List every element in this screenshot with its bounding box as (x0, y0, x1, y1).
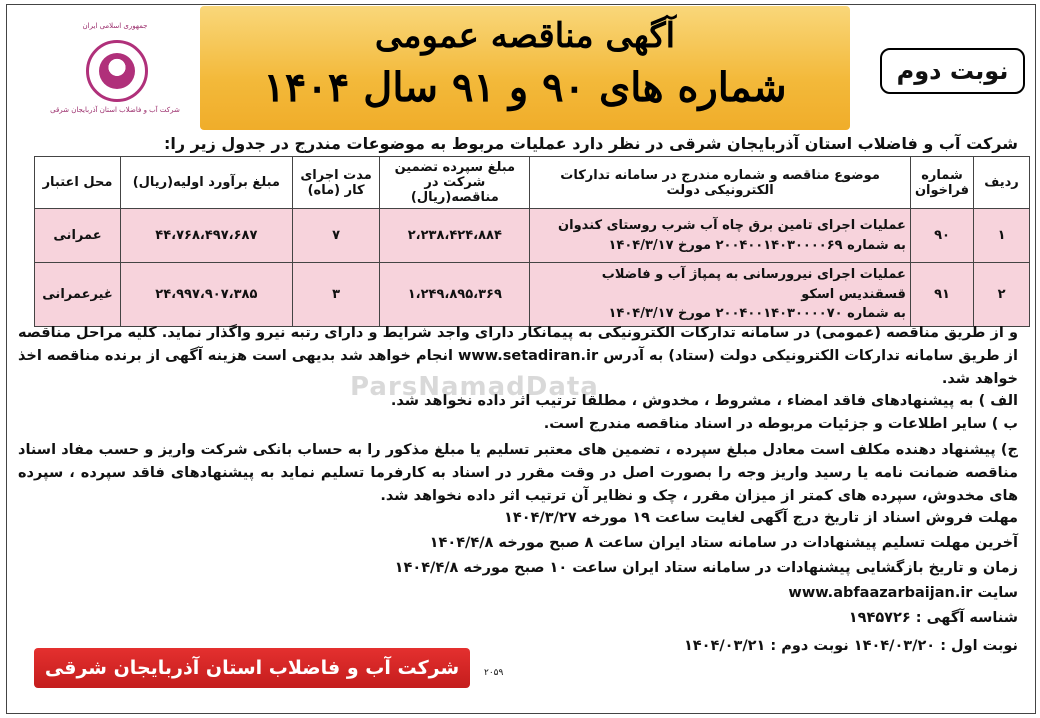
logo-top-text: جمهوری اسلامی ایران (82, 22, 148, 30)
header-row-no: ردیف (974, 157, 1030, 209)
cell-credit: غیرعمرانی (35, 263, 121, 327)
header-duration: مدت اجرای کار (ماه) (292, 157, 380, 209)
intro-text: شرکت آب و فاضلاب استان آذربایجان شرقی در نظر دارد عملیات مربوط به موضوعات مندرج در جدول زیر را: (163, 134, 1018, 153)
table-row (35, 209, 1030, 263)
clause-a: الف ) به پیشنهادهای فاقد امضاء ، مشروط ، مخدوش ، مطلقا ترتیب اثر داده نخواهد شد. (390, 393, 1018, 409)
title-line2: شماره های ۹۰ و ۹۱ سال ۱۴۰۴ (263, 64, 787, 111)
cell-row-no: ۱ (974, 209, 1030, 263)
cell-subject (530, 209, 911, 263)
header-banner (200, 6, 850, 130)
cell-duration: ۷ (292, 209, 380, 263)
deadline-sale: مهلت فروش اسناد از تاریخ درج آگهی لغایت ساعت ۱۹ مورخه ۱۴۰۴/۳/۲۷ (504, 510, 1018, 526)
logo-caption: شرکت آب و فاضلاب استان آذربایجان شرقی (50, 106, 180, 114)
company-logo (50, 22, 180, 132)
cell-estimate: ۴۴،۷۶۸،۴۹۷،۶۸۷ (121, 209, 293, 263)
subject-line2: به شماره ۲۰۰۴۰۰۱۴۰۳۰۰۰۰۷۰ مورخ ۱۴۰۴/۳/۱۷ (608, 306, 906, 321)
deadline-submit: آخرین مهلت تسلیم پیشنهادات در سامانه ستاد ایران ساعت ۸ صبح مورخه ۱۴۰۴/۴/۸ (429, 535, 1018, 551)
paragraph-main: و از طریق مناقصه (عمومی) در سامانه تدارکات الکترونیکی به پیمانکار دارای واجد شرایط و دارای رتبه نیرو واگذار نماید. کلیه مراحل مناقصه از طریق سامانه تدارکات الکترونیکی دولت (ستاد) به آدرس www.setadiran.ir انجام خواهد شد بدیهی است هزینه آگهی از برنده مناقصه اخذ خواهد شد. (18, 325, 1018, 387)
website: سایت www.abfaazarbaijan.ir (788, 585, 1018, 601)
table-header-row (35, 157, 1030, 209)
cell-call-no: ۹۰ (910, 209, 973, 263)
header-call-no: شماره فراخوان (910, 157, 973, 209)
ad-id: شناسه آگهی : ۱۹۴۵۷۲۶ (848, 610, 1018, 626)
cell-subject (530, 263, 911, 327)
clause-c: ج) پیشنهاد دهنده مکلف است معادل مبلغ سپرده ، تضمین های معتبر تسلیم یا مبلغ مذکور را به حساب بانکی شرکت واریز و حسب مفاد اسناد مناقصه ضمانت نامه یا رسید واریز وجه را بصورت اصل در وقت مقرر در اسناد به کارفرما تسلیم نماید به پیشنهادهای فاقد سپرده ، سپرده های مخدوش، سپرده های کمتر از میزان مقرر ، چک و نظایر آن ترتیب اثر داده نخواهد شد. (18, 442, 1018, 504)
subject-line1: عملیات اجرای تامین برق چاه آب شرب روستای کندوان (558, 218, 906, 233)
opening-time: زمان و تاریخ بازگشایی پیشنهادات در سامانه ستاد ایران ساعت ۱۰ صبح مورخه ۱۴۰۴/۴/۸ (394, 560, 1018, 576)
cell-call-no: ۹۱ (910, 263, 973, 327)
subject-line1: عملیات اجرای نیرورسانی به پمپاژ آب و فاضلاب قسقندیس اسکو (601, 267, 906, 302)
table-row (35, 263, 1030, 327)
clause-b: ب ) سایر اطلاعات و جزئیات مربوطه در اسناد مناقصه مندرج است. (543, 416, 1018, 432)
header-credit: محل اعتبار (35, 157, 121, 209)
cell-deposit: ۲،۲۳۸،۴۲۴،۸۸۴ (380, 209, 530, 263)
header-deposit: مبلغ سپرده تضمین شرکت در مناقصه(ریال) (380, 157, 530, 209)
title-line1: آگهی مناقصه عمومی (374, 16, 676, 56)
watermark: ParsNamadData (350, 372, 599, 402)
logo-emblem-icon (86, 40, 148, 102)
header-subject: موضوع مناقصه و شماره مندرج در سامانه تدارکات الکترونیکی دولت (530, 157, 911, 209)
subject-line2: به شماره ۲۰۰۴۰۰۱۴۰۳۰۰۰۰۶۹ مورخ ۱۴۰۴/۳/۱۷ (608, 237, 906, 253)
cell-estimate: ۲۴،۹۹۷،۹۰۷،۳۸۵ (121, 263, 293, 327)
round-badge: نوبت دوم (880, 48, 1025, 94)
cell-deposit: ۱،۲۴۹،۸۹۵،۳۶۹ (380, 263, 530, 327)
publish-dates: نوبت اول : ۱۴۰۴/۰۳/۲۰ نوبت دوم : ۱۴۰۴/۰۳/۲۱ (683, 638, 1018, 654)
header-estimate: مبلغ برآورد اولیه(ریال) (121, 157, 293, 209)
footer-company-bar: شرکت آب و فاضلاب استان آذربایجان شرقی (34, 648, 470, 688)
tender-table (34, 156, 1030, 327)
cell-duration: ۳ (292, 263, 380, 327)
cell-credit: عمرانی (35, 209, 121, 263)
small-code: ۲۰۵۹ (484, 668, 504, 678)
cell-row-no: ۲ (974, 263, 1030, 327)
